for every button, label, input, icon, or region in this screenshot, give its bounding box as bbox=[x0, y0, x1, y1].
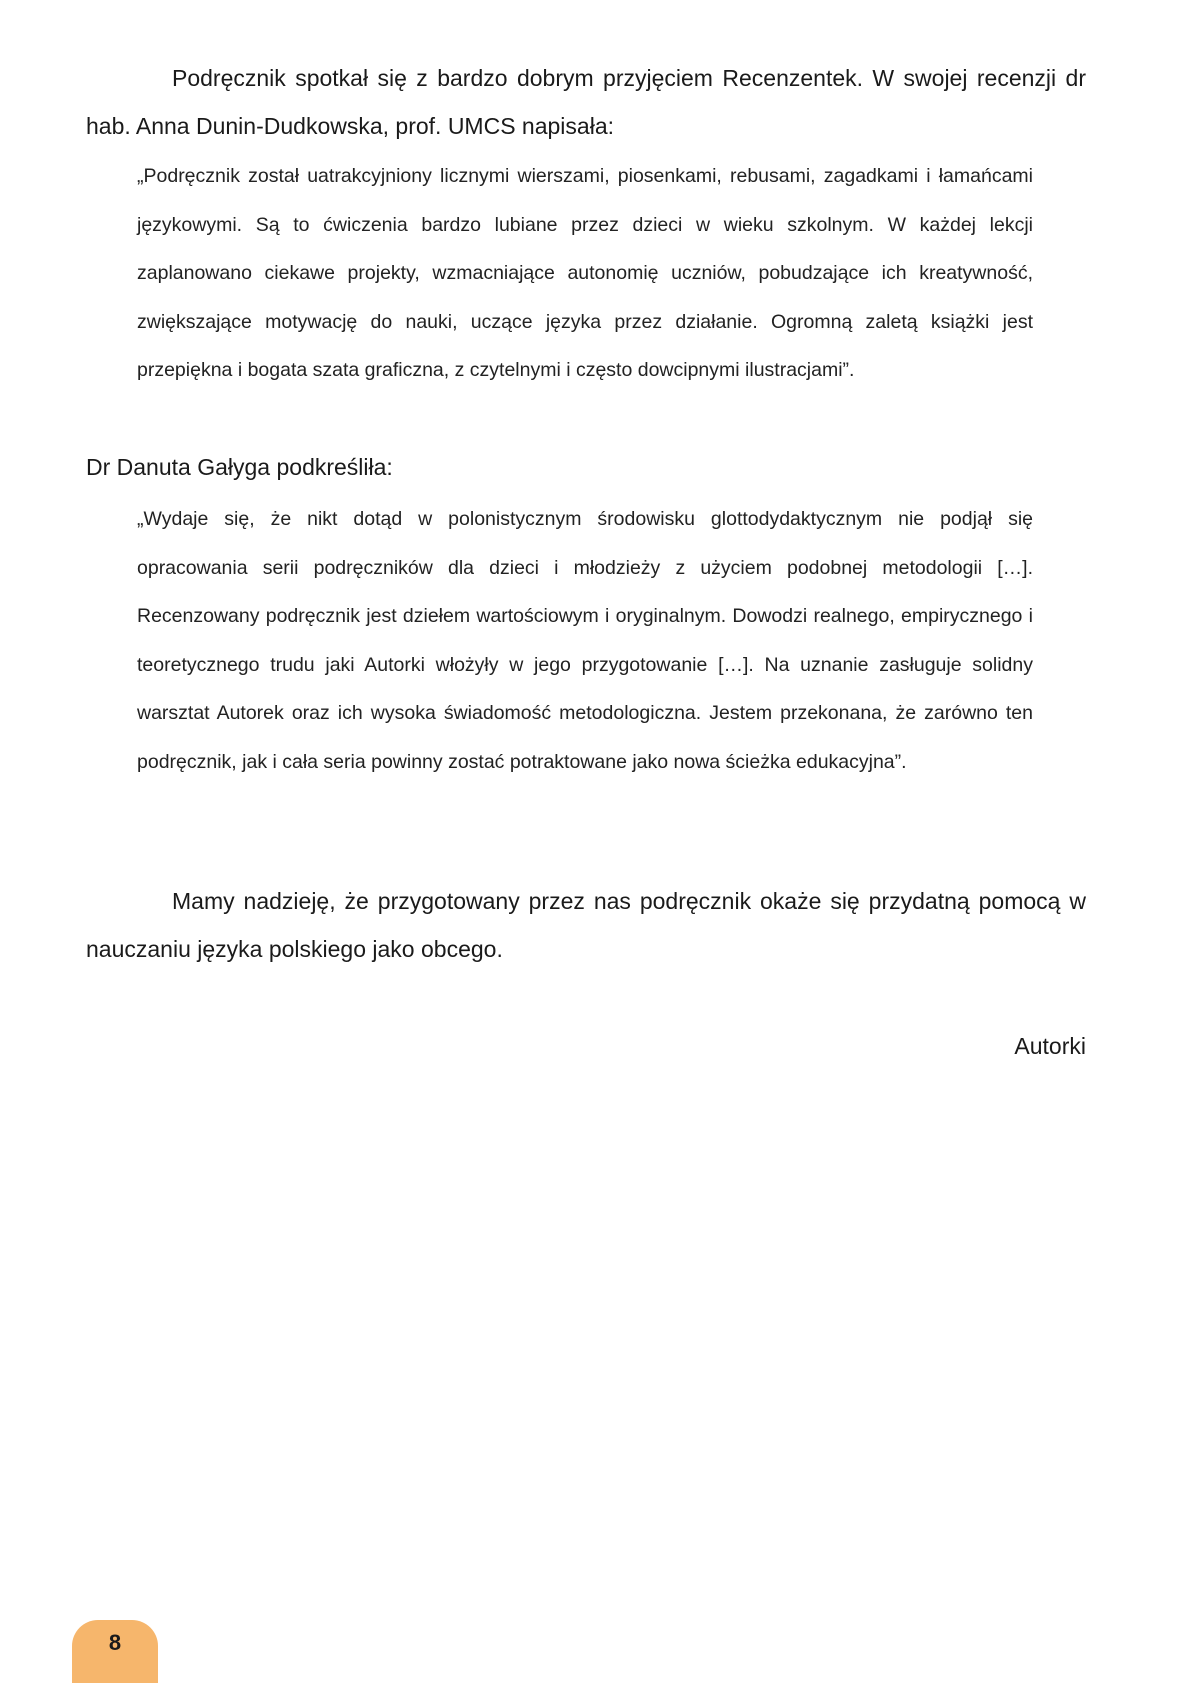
page-number: 8 bbox=[108, 1630, 122, 1655]
review-quote-dunin-dudkowska: „Podręcznik został uatrakcyjniony licznymi wierszami, piosenkami, rebusami, zagadkami i łamańcami językowymi. Są to ćwiczenia bardzo lubiane przez dzieci w wieku szkolnym. W każdej lekcji zaplanowano ciekawe projekty, wzmacniające autonomię uczniów, pobudzające ich kreatywność, zwiększające motywację do nauki, uczące języka przez działanie. Ogromną zaletą książki jest przepiękna i bogata szata graficzna, z czytelnymi i często dowcipnymi ilustracjami”. bbox=[137, 165, 1033, 381]
second-reviewer-intro: Dr Danuta Gałyga podkreśliła: bbox=[86, 454, 393, 480]
closing-paragraph: Mamy nadzieję, że przygotowany przez nas podręcznik okaże się przydatną pomocą w nauczaniu języka polskiego jako obcego. bbox=[86, 888, 1086, 962]
review-quote-galyga: „Wydaje się, że nikt dotąd w polonistycznym środowisku glottodydaktycznym nie podjął się opracowania serii podręczników dla dzieci i młodzieży z użyciem podobnej metodologii […]. Recenzowany podręcznik jest dziełem wartościowym i oryginalnym. Dowodzi realnego, empirycznego i teoretycznego trudu jaki Autorki włożyły w jego przygotowanie […]. Na uznanie zasługuje solidny warsztat Autorek oraz ich wysoka świadomość metodologiczna. Jestem przekonana, że zarówno ten podręcznik, jak i cała seria powinny zostać potraktowane jako nowa ścieżka edukacyjna”. bbox=[137, 508, 1033, 773]
intro-paragraph: Podręcznik spotkał się z bardzo dobrym przyjęciem Recenzentek. W swojej recenzji dr hab. Anna Dunin-Dudkowska, prof. UMCS napisała: bbox=[86, 65, 1086, 139]
signature: Autorki bbox=[1014, 1033, 1086, 1059]
page-number-tab bbox=[72, 1620, 158, 1683]
